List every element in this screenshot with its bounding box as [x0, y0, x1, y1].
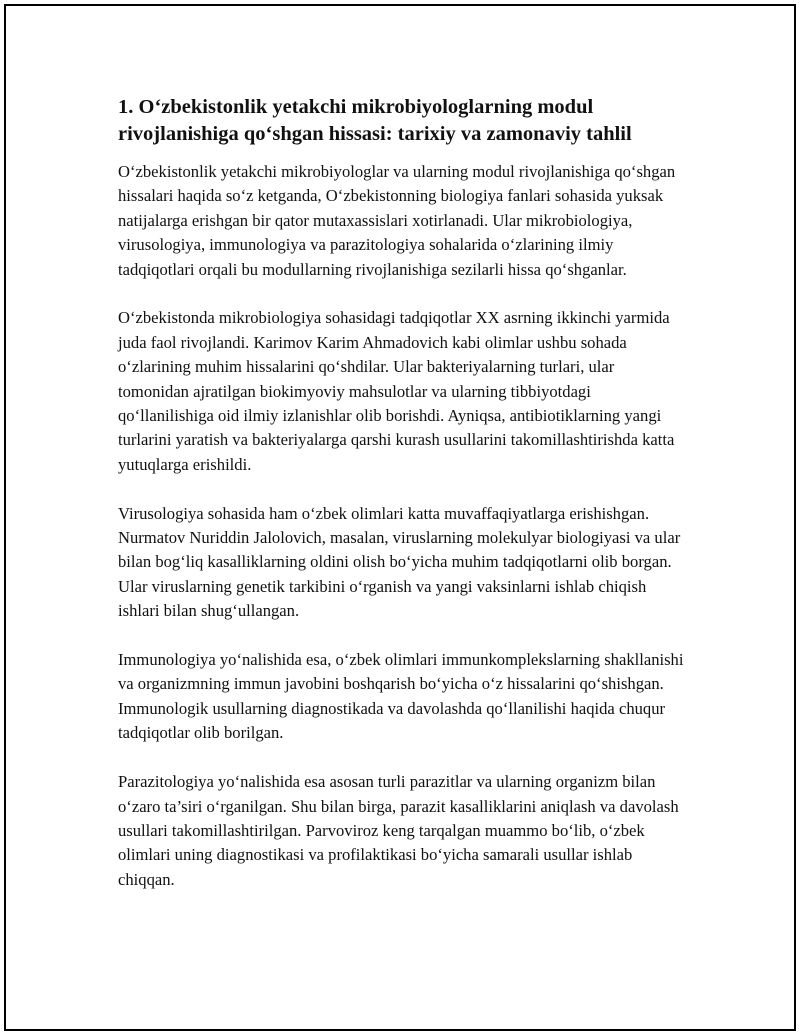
section-title: 1. O‘zbekistonlik yetakchi mikrobiyologlarning modul rivojlanishiga qo‘shgan hissasi: tarixiy va zamonaviy tahlil: [118, 96, 632, 145]
paragraph-intro: O‘zbekistonlik yetakchi mikrobiyologlar va ularning modul rivojlanishiga qo‘shgan hissalari haqida so‘z ketganda, O‘zbekistonning biologiya fanlari sohasida yuksak natijalarga erishgan bir qator mutaxassislari xotirlanadi. Ular mikrobiologiya, virusologiya, immunologiya va parazitologiya sohalarida o‘zlarining ilmiy tadqiqotlari orqali bu modullarning rivojlanishiga sezilarli hissa qo‘shganlar.: [118, 162, 676, 279]
document-body: [118, 94, 688, 917]
paragraph-immunology: Immunologiya yo‘nalishida esa, o‘zbek olimlari immunkomplekslarning shakllanishi va organizmning immun javobini boshqarish bo‘yicha o‘z hissalarini qo‘shishgan. Immunologik usullarning diagnostikada va davolashda qo‘llanilishi haqida chuqur tadqiqotlar olib borilgan.: [118, 650, 684, 743]
paragraph-parasitology: Parazitologiya yo‘nalishida esa asosan turli parazitlar va ularning organizm bilan o‘zaro ta’siri o‘rganilgan. Shu bilan birga, parazit kasalliklarini aniqlash va davolash usullari takomillashtirilgan. Parvoviroz keng tarqalgan muammo bo‘lib, o‘zbek olimlari uning diagnostikasi va profilaktikasi bo‘yicha samarali usullar ishlab chiqqan.: [118, 772, 679, 889]
paragraph-microbiology: O‘zbekistonda mikrobiologiya sohasidagi tadqiqotlar XX asrning ikkinchi yarmida juda faol rivojlandi. Karimov Karim Ahmadovich kabi olimlar ushbu sohada o‘zlarining muhim hissalarini qo‘shdilar. Ular bakteriyalarning turlari, ular tomonidan ajratilgan biokimyoviy mahsulotlar va ularning tibbiyotdagi qo‘llanilishiga oid ilmiy izlanishlar olib borishdi. Ayniqsa, antibiotiklarning yangi turlarini yaratish va bakteriyalarga qarshi kurash usullarini takomillashtirishda katta yutuqlarga erishildi.: [118, 308, 675, 474]
paragraph-virology: Virusologiya sohasida ham o‘zbek olimlari katta muvaffaqiyatlarga erishishgan. Nurmatov Nuriddin Jalolovich, masalan, viruslarning molekulyar biologiyasi va ular bilan bog‘liq kasalliklarning oldini olish bo‘yicha muhim tadqiqotlarni olib borgan. Ular viruslarning genetik tarkibini o‘rganish va yangi vaksinlarni ishlab chiqish ishlari bilan shug‘ullangan.: [118, 503, 681, 621]
